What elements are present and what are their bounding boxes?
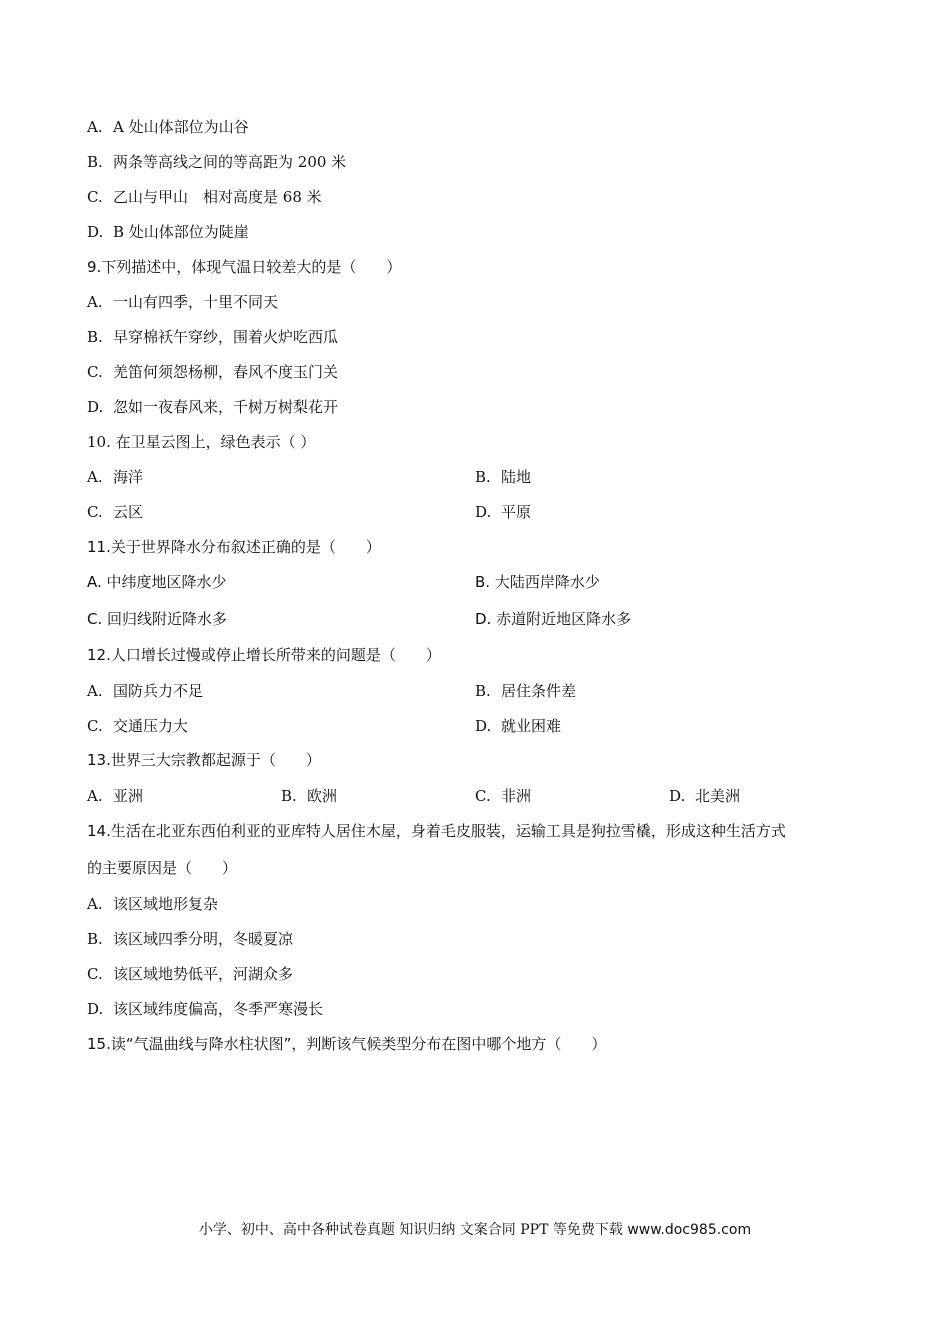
q9-option-c: C. 羌笛何须怨杨柳，春风不度玉门关 bbox=[87, 363, 339, 381]
q10-option-a: A. 海洋 bbox=[87, 468, 144, 486]
q10-option-c: C. 云区 bbox=[87, 503, 144, 521]
q10-option-d: D. 平原 bbox=[475, 503, 532, 521]
q11-option-c: C. 回归线附近降水多 bbox=[87, 610, 228, 628]
q10-option-b: B. 陆地 bbox=[475, 468, 532, 486]
q14-option-a: A. 该区域地形复杂 bbox=[87, 895, 219, 913]
q9-option-b: B. 早穿棉袄午穿纱，围着火炉吃西瓜 bbox=[87, 328, 339, 346]
q9-option-a: A. 一山有四季，十里不同天 bbox=[87, 293, 279, 311]
q9-stem: 9.下列描述中，体现气温日较差大的是（ ） bbox=[87, 258, 402, 276]
q13-option-c: C. 非洲 bbox=[475, 787, 532, 805]
page-footer bbox=[0, 1220, 950, 1240]
q13-option-a: A. 亚洲 bbox=[87, 787, 144, 805]
q11-option-b: B. 大陆西岸降水少 bbox=[475, 573, 600, 591]
q8-option-a: A. A 处山体部位为山谷 bbox=[87, 118, 249, 136]
q13-stem: 13.世界三大宗教都起源于（ ） bbox=[87, 751, 321, 769]
q11-option-a: A. 中纬度地区降水少 bbox=[87, 573, 227, 591]
q12-option-d: D. 就业困难 bbox=[475, 717, 562, 735]
q12-option-a: A. 国防兵力不足 bbox=[87, 682, 204, 700]
q8-option-d: D. B 处山体部位为陡崖 bbox=[87, 223, 249, 241]
q13-option-d: D. 北美洲 bbox=[669, 787, 741, 805]
q12-option-c: C. 交通压力大 bbox=[87, 717, 189, 735]
q14-option-d: D. 该区域纬度偏高，冬季严寒漫长 bbox=[87, 1000, 324, 1018]
q9-option-d: D. 忽如一夜春风来，千树万树梨花开 bbox=[87, 398, 339, 416]
q15-stem: 15.读“气温曲线与降水柱状图”，判断该气候类型分布在图中哪个地方（ ） bbox=[87, 1035, 607, 1053]
q8-option-b: B. 两条等高线之间的等高距为 200 米 bbox=[87, 153, 347, 171]
q13-option-b: B. 欧洲 bbox=[281, 787, 338, 805]
q10-stem: 10. 在卫星云图上，绿色表示（ ） bbox=[87, 433, 316, 451]
q14-option-b: B. 该区域四季分明，冬暖夏凉 bbox=[87, 930, 294, 948]
footer-text: 小学、初中、高中各种试卷真题 知识归纳 文案合同 PPT 等免费下载 bbox=[198, 1222, 623, 1238]
q11-stem: 11.关于世界降水分布叙述正确的是（ ） bbox=[87, 538, 381, 556]
q8-option-c: C. 乙山与甲山 相对高度是 68 米 bbox=[87, 188, 322, 206]
q12-option-b: B. 居住条件差 bbox=[475, 682, 577, 700]
q12-stem: 12.人口增长过慢或停止增长所带来的问题是（ ） bbox=[87, 646, 441, 664]
footer-site-link[interactable]: www.doc985.com bbox=[627, 1222, 752, 1238]
q14-stem-line1: 14.生活在北亚东西伯利亚的亚库特人居住木屋，身着毛皮服装，运输工具是狗拉雪橇，形成这种生活方式 bbox=[87, 822, 786, 840]
q14-stem-line2: 的主要原因是（ ） bbox=[87, 859, 238, 877]
q11-option-d: D. 赤道附近地区降水多 bbox=[475, 610, 632, 628]
q14-option-c: C. 该区域地势低平，河湖众多 bbox=[87, 965, 294, 983]
